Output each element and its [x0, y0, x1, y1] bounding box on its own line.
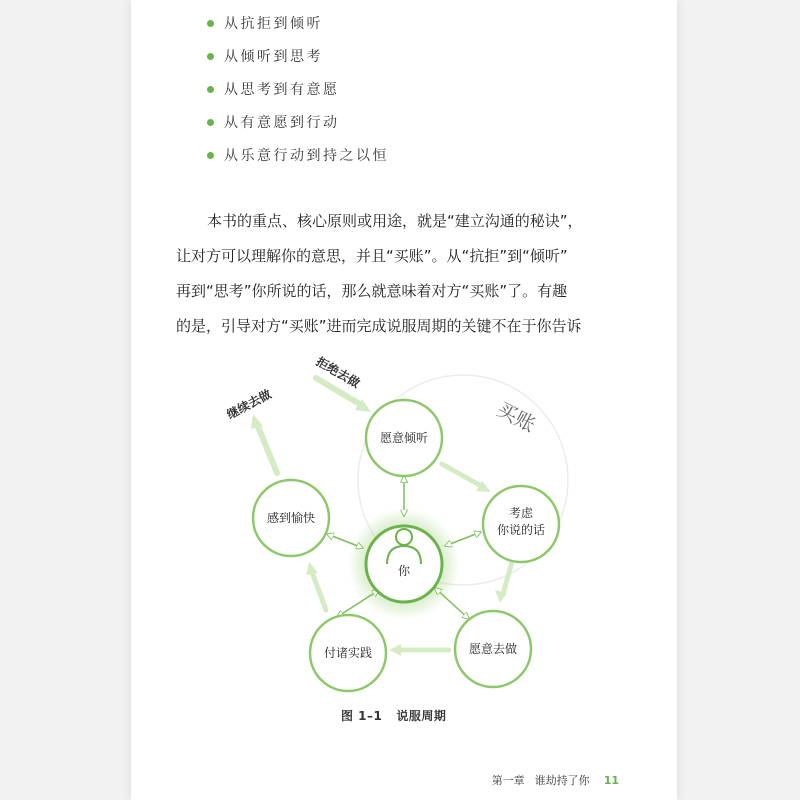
figure-caption: [341, 707, 446, 724]
node-consider-label-2: 你说的话: [496, 523, 546, 537]
figure-title: 说服周期: [396, 709, 447, 723]
figure-number: 图 1–1: [341, 709, 383, 723]
page-number: 11: [603, 774, 619, 787]
footer-title: 谁劫持了你: [534, 774, 590, 787]
node-willing-label: 愿意去做: [468, 642, 518, 656]
cycle-arrow-head-icon: [306, 562, 318, 575]
footer-chapter: 第一章: [491, 774, 525, 787]
bullet-dot-icon: [207, 20, 214, 27]
book-page: [131, 0, 677, 800]
bullet-list: [207, 12, 389, 177]
bullet-item: [207, 144, 389, 177]
bullet-dot-icon: [207, 86, 214, 93]
node-consider-label-1: 考虑: [508, 506, 534, 520]
bullet-text: 从倾听到思考: [224, 49, 323, 65]
arrow-in-label: 拒绝去做: [313, 354, 363, 391]
bullet-text: 从有意愿到行动: [224, 115, 340, 131]
node-practice-label: 付诸实践: [323, 646, 373, 660]
center-label: 你: [397, 564, 411, 578]
bullet-dot-icon: [207, 152, 214, 159]
node-listen-label: 愿意倾听: [379, 431, 429, 445]
bullet-item: [207, 78, 389, 111]
bullet-text: 从乐意行动到持之以恒: [224, 148, 389, 164]
bullet-text: 从抗拒到倾听: [224, 16, 323, 32]
bullet-dot-icon: [207, 53, 214, 60]
body-paragraph: [176, 207, 636, 347]
arrow-out-label: 继续去做: [224, 387, 274, 422]
bullet-item: [207, 45, 389, 78]
bullet-dot-icon: [207, 119, 214, 126]
paragraph-line: 的是，引导对方“买账”进而完成说服周期的关键不在于你告诉: [176, 317, 582, 335]
bullet-item: [207, 12, 389, 45]
buy-in-label: 买账: [492, 396, 540, 437]
node-happy-label: 感到愉快: [266, 511, 316, 525]
paragraph-line: 再到“思考”你所说的话，那么就意味着对方“买账”了。有趣: [176, 282, 568, 300]
cycle-arrow: [503, 562, 512, 594]
cycle-arrow: [312, 572, 326, 610]
arrow-out-shaft: [257, 424, 277, 473]
cycle-arrow: [442, 464, 483, 487]
persuasion-cycle-diagram: [131, 350, 677, 700]
bullet-item: [207, 111, 389, 144]
bullet-text: 从思考到有意愿: [224, 82, 340, 98]
cycle-arrow-head-icon: [389, 644, 401, 656]
paragraph-line: 本书的重点、核心原则或用途，就是“建立沟通的秘诀”，: [207, 212, 583, 230]
page-footer: [492, 772, 619, 788]
paragraph-line: 让对方可以理解你的意思，并且“买账”。从“抗拒”到“倾听”: [176, 247, 568, 265]
